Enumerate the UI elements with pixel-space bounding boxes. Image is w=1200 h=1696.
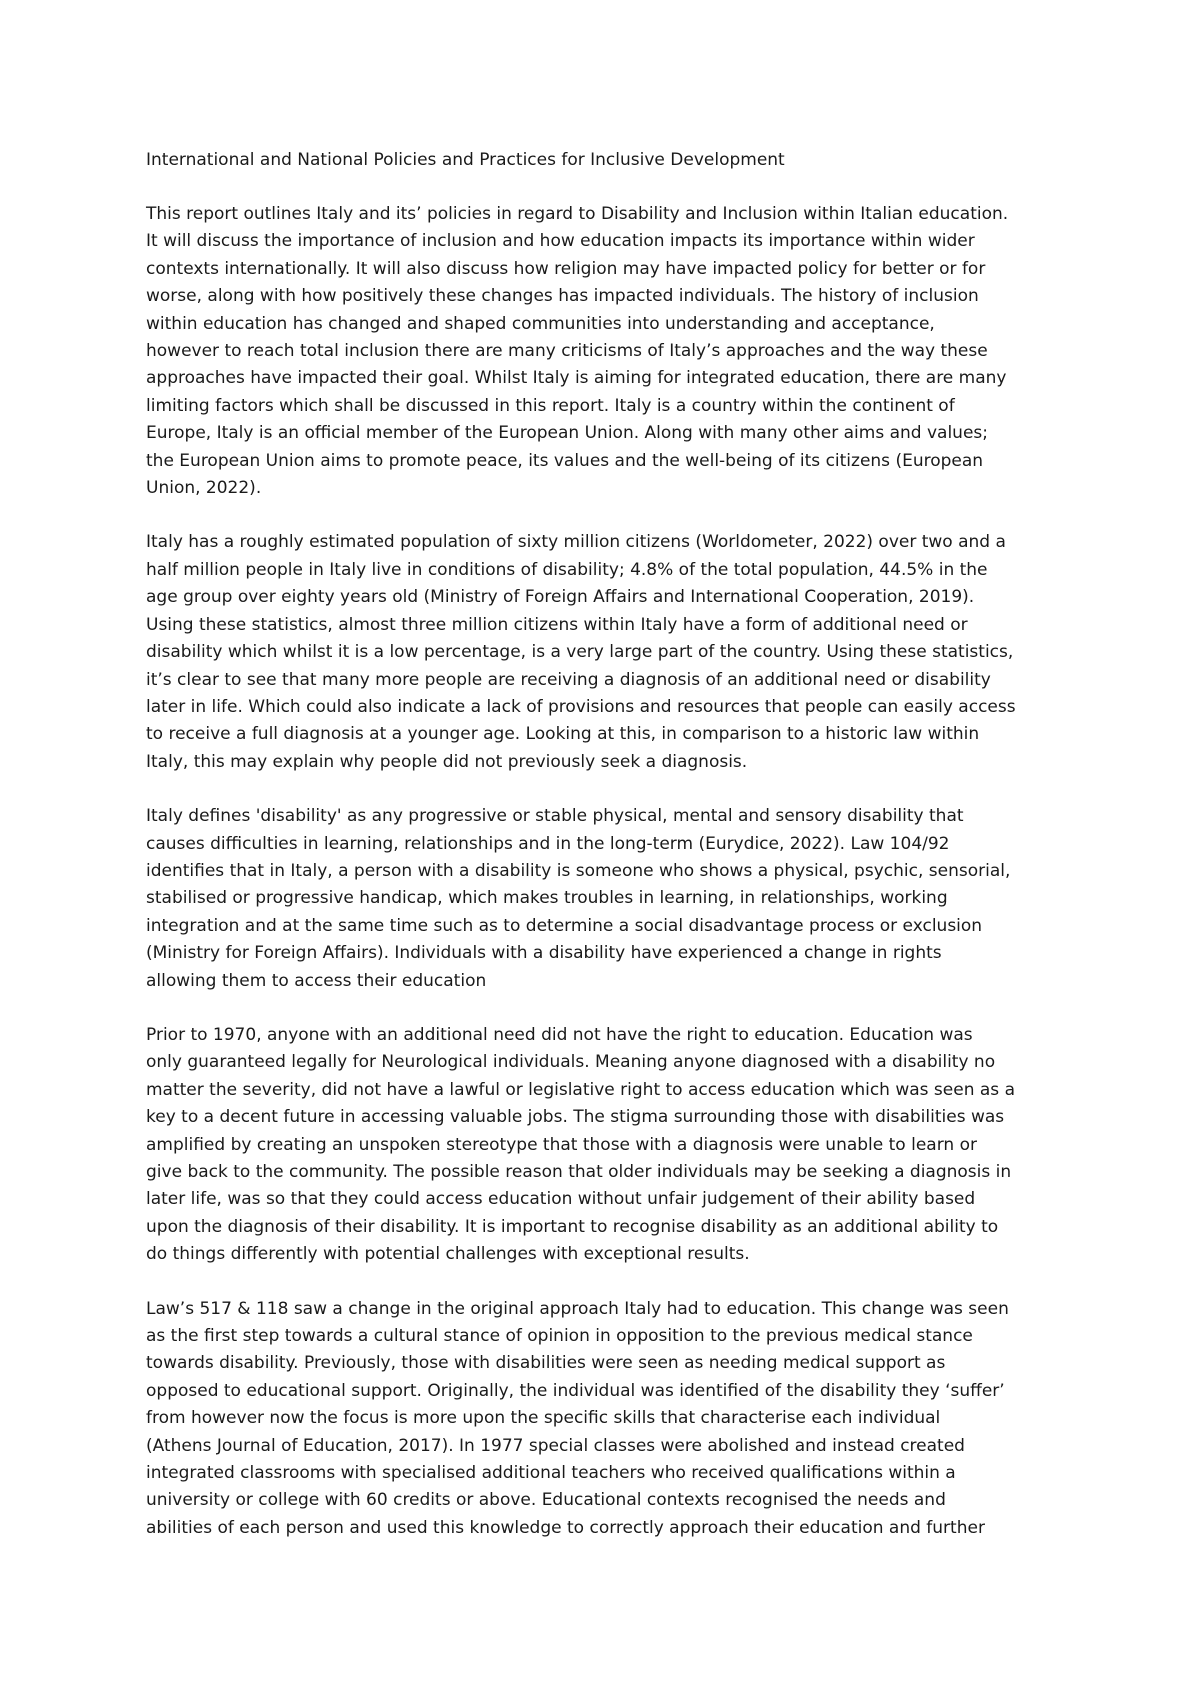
paragraph-history: Prior to 1970, anyone with an additional need did not have the right to education. Education was only guaranteed legally for Neurological individuals. Meaning anyone diagnosed with a disability no matter the severity, did not have a lawful or legislative right to access education which was seen as a key to a decent future in accessing valuable jobs. The stigma surrounding those with disabilities was amplified by creating an unspoken stereotype that those with a diagnosis were unable to learn or give back to the community. The possible reason that older individuals may be seeking a diagnosis in later life, was so that they could access education without unfair judgement of their ability based upon the diagnosis of their disability. It is important to recognise disability as an additional ability to do things differently with potential challenges with exceptional results. <box>146 1024 1015 1265</box>
paragraph-population: Italy has a roughly estimated population of sixty million citizens (Worldometer, 2022) over two and a half million people in Italy live in conditions of disability; 4.8% of the total population, 44.5% in the age group over eighty years old (Ministry of Foreign Affairs and International Cooperation, 2019). Using these statistics, almost three million citizens within Italy have a form of additional need or disability which whilst it is a low percentage, is a very large part of the country. Using these statistics, it’s clear to see that many more people are receiving a diagnosis of an additional need or disability later in life. Which could also indicate a lack of provisions and resources that people can easily access to receive a full diagnosis at a younger age. Looking at this, in comparison to a historic law within Italy, this may explain why people did not previously seek a diagnosis. <box>146 532 1016 772</box>
paragraph-laws: Law’s 517 & 118 saw a change in the original approach Italy had to education. This change was seen as the first step towards a cultural stance of opinion in opposition to the previous medical stance towards disability. Previously, those with disabilities were seen as needing medical support as opposed to educational support. Originally, the individual was identified of the disability they ‘suffer’ from however now the focus is more upon the specific skills that characterise each individual (Athens Journal of Education, 2017). In 1977 special classes were abolished and instead created integrated classrooms with specialised additional teachers who received qualifications within a university or college with 60 credits or above. Educational contexts recognised the needs and abilities of each person and used this knowledge to correctly approach their education and further <box>146 1298 1009 1538</box>
paragraph-definition: Italy defines 'disability' as any progressive or stable physical, mental and sensory disability that causes difficulties in learning, relationships and in the long-term (Eurydice, 2022). Law 104/92 identifies that in Italy, a person with a disability is someone who shows a physical, psychic, sensorial, stabilised or progressive handicap, which makes troubles in learning, in relationships, working integration and at the same time such as to determine a social disadvantage process or exclusion (Ministry for Foreign Affairs). Individuals with a disability have experienced a change in rights allowing them to access their education <box>146 806 1011 991</box>
document-title: International and National Policies and Practices for Inclusive Development <box>146 150 785 170</box>
paragraph-intro: This report outlines Italy and its’ policies in regard to Disability and Inclusion within Italian education. It will discuss the importance of inclusion and how education impacts its importance within wider contexts internationally. It will also discuss how religion may have impacted policy for better or for worse, along with how positively these changes has impacted individuals. The history of inclusion within education has changed and shaped communities into understanding and acceptance, however to reach total inclusion there are many criticisms of Italy’s approaches and the way these approaches have impacted their goal. Whilst Italy is aiming for integrated education, there are many limiting factors which shall be discussed in this report. Italy is a country within the continent of Europe, Italy is an official member of the European Union. Along with many other aims and values; the European Union aims to promote peace, its values and the well-being of its citizens (European Union, 2022). <box>146 204 1009 499</box>
